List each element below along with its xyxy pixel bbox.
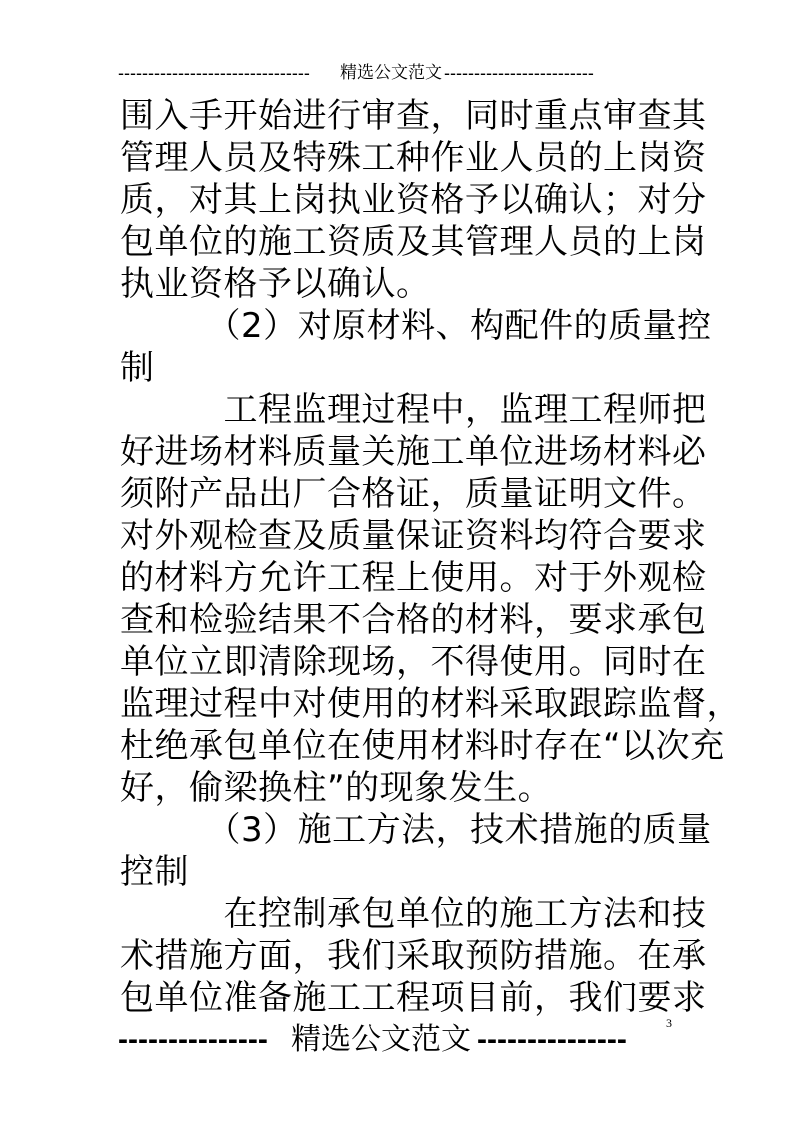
section-heading-line: 控制: [120, 852, 189, 892]
page-header: [118, 62, 664, 84]
text-line: 的材料方允许工程上使用。对于外观检: [120, 558, 707, 598]
text-line: 好，偷梁换柱”的现象发生。: [120, 768, 553, 808]
text-line: 监理过程中对使用的材料采取跟踪监督，: [120, 684, 741, 724]
text-line: 质，对其上岗执业资格予以确认；对分: [120, 180, 707, 220]
section-heading-line: 制: [120, 348, 155, 388]
document-body: [120, 95, 741, 1019]
text-line: 须附产品出厂合格证，质量证明文件。: [120, 474, 707, 514]
section-heading-line: （2）对原材料、构配件的质量控: [120, 306, 712, 346]
header-dashes-left: --------------------------------: [118, 63, 310, 83]
text-line: 围入手开始进行审查，同时重点审查其: [120, 96, 707, 136]
text-line: 查和检验结果不合格的材料，要求承包: [120, 600, 707, 640]
page-number: 3: [666, 1016, 672, 1030]
text-line: 工程监理过程中，监理工程师把: [120, 390, 707, 430]
text-line: 包单位准备施工工程项目前，我们要求: [120, 978, 707, 1018]
page-footer: [118, 1023, 644, 1057]
text-line: 杜绝承包单位在使用材料时存在“以次充: [120, 726, 725, 766]
header-dashes-right: -------------------------: [444, 63, 594, 83]
section-heading-line: （3）施工方法，技术措施的质量: [120, 810, 712, 850]
text-line: 好进场材料质量关施工单位进场材料必: [120, 432, 707, 472]
header-title: 精选公文范文: [340, 63, 442, 83]
text-line: 在控制承包单位的施工方法和技: [120, 894, 707, 934]
footer-title: 精选公文范文: [291, 1022, 471, 1057]
text-line: 包单位的施工资质及其管理人员的上岗: [120, 222, 707, 262]
footer-dashes-left: ---------------: [118, 1023, 268, 1056]
text-line: 术措施方面，我们采取预防措施。在承: [120, 936, 707, 976]
footer-dashes-right: ---------------: [477, 1023, 627, 1056]
text-line: 执业资格予以确认。: [120, 264, 431, 304]
text-line: 管理人员及特殊工种作业人员的上岗资: [120, 138, 707, 178]
text-line: 单位立即清除现场，不得使用。同时在: [120, 642, 707, 682]
text-line: 对外观检查及质量保证资料均符合要求: [120, 516, 707, 556]
